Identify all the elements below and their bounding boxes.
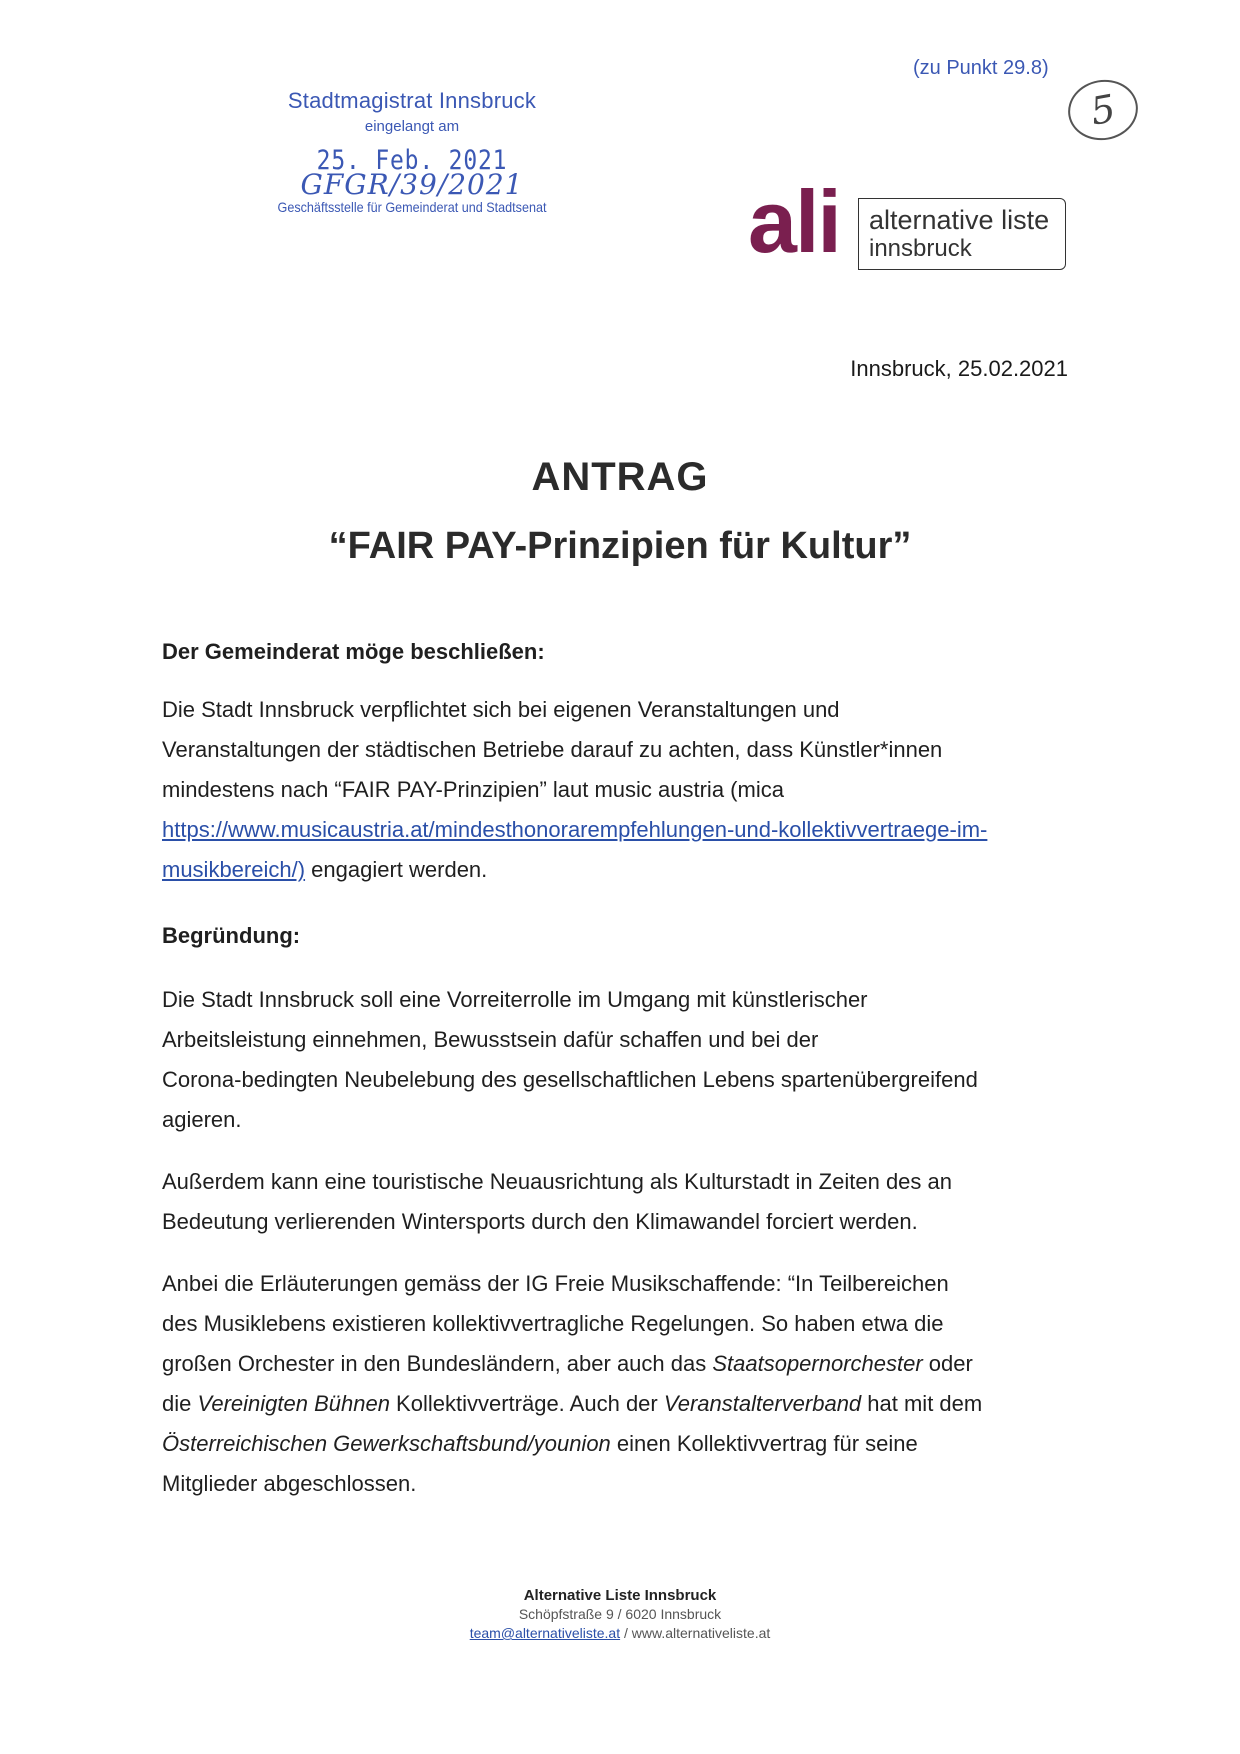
- mica-link-continued[interactable]: musikbereich/): [162, 857, 306, 882]
- text-run: oder: [922, 1351, 973, 1376]
- footer-address: Schöpfstraße 9 / 6020 Innsbruck: [518, 1606, 722, 1622]
- text-run: hat mit dem: [861, 1391, 983, 1416]
- justification-p3-line-5: [162, 1424, 1062, 1464]
- text-run: großen Orchester in den Bundesländern, aber auch das: [162, 1351, 713, 1376]
- justification-p3-line-2: des Musiklebens existieren kollektivvertragliche Regelungen. So haben etwa die: [162, 1311, 944, 1336]
- resolution-line-5: [162, 850, 1062, 890]
- footer-email-link[interactable]: team@alternativeliste.at: [469, 1625, 621, 1641]
- resolution-line-4: [162, 810, 1062, 850]
- text-run: einen Kollektivvertrag für seine: [610, 1431, 918, 1456]
- justification-p1-line-4: agieren.: [162, 1107, 242, 1132]
- stamp-handwritten-ref: GFGR/39/2021: [300, 168, 524, 201]
- justification-p3-line-1: Anbei die Erläuterungen gemäss der IG Freie Musikschaffende: “In Teilbereichen: [162, 1271, 949, 1296]
- resolution-heading: Der Gemeinderat möge beschließen:: [162, 639, 545, 664]
- justification-p1-line-2: Arbeitsleistung einnehmen, Bewusstsein dafür schaffen und bei der: [162, 1027, 819, 1052]
- italic-run: Österreichischen Gewerkschaftsbund/younion: [162, 1431, 611, 1456]
- stamp-received-label: eingelangt am: [364, 118, 460, 135]
- justification-p1-line-3: Corona-bedingten Neubelebung des gesellschaftlichen Lebens spartenübergreifend: [162, 1067, 978, 1092]
- justification-heading: Begründung:: [162, 923, 301, 948]
- resolution-section: [162, 632, 1062, 890]
- mica-link[interactable]: https://www.musicaustria.at/mindesthonorarempfehlungen-und-kollektivvertraege-im-: [162, 817, 988, 842]
- circled-number: 5: [1063, 74, 1142, 145]
- logo-line1: alternative liste: [869, 205, 1050, 235]
- stamp-date: 25. Feb. 2021: [316, 145, 508, 176]
- text-run: die: [162, 1391, 198, 1416]
- footer-org-name: Alternative Liste Innsbruck: [523, 1587, 717, 1604]
- agenda-reference: (zu Punkt 29.8): [913, 57, 1049, 79]
- resolution-line-5-text: engagiert werden.: [305, 857, 488, 882]
- italic-run: Vereinigten Bühnen: [197, 1391, 390, 1416]
- justification-section: [162, 916, 1062, 1504]
- ali-logo: [748, 172, 1070, 273]
- resolution-line-2: Veranstaltungen der städtischen Betriebe darauf zu achten, dass Künstler*innen: [162, 737, 943, 762]
- justification-p3-line-4: [162, 1384, 1062, 1424]
- stamp-office: Stadtmagistrat Innsbruck: [287, 88, 537, 113]
- resolution-line-3: mindestens nach “FAIR PAY-Prinzipien” laut music austria (mica: [162, 777, 784, 802]
- justification-p1-line-1: Die Stadt Innsbruck soll eine Vorreiterrolle im Umgang mit künstlerischer: [162, 987, 868, 1012]
- logo-line2: innsbruck: [869, 235, 972, 262]
- received-stamp: [262, 88, 562, 215]
- title-subject: “FAIR PAY-Prinzipien für Kultur”: [328, 525, 912, 567]
- stamp-department: Geschäftsstelle für Gemeinderat und Stadtsenat: [277, 199, 547, 215]
- place-date: Innsbruck, 25.02.2021: [850, 356, 1068, 381]
- text-run: Kollektivverträge. Auch der: [389, 1391, 664, 1416]
- justification-p3-line-6: Mitglieder abgeschlossen.: [162, 1471, 417, 1496]
- logo-wordmark-box: [858, 198, 1066, 270]
- logo-mark: ali: [748, 172, 840, 271]
- justification-p3-line-3: [162, 1344, 1062, 1384]
- footer: [0, 1586, 1240, 1643]
- justification-p2-line-1: Außerdem kann eine touristische Neuausrichtung als Kulturstadt in Zeiten des an: [162, 1169, 952, 1194]
- footer-website[interactable]: www.alternativeliste.at: [631, 1625, 771, 1641]
- italic-run: Staatsopernorchester: [712, 1351, 923, 1376]
- title-antrag: ANTRAG: [531, 455, 709, 499]
- italic-run: Veranstalterverband: [663, 1391, 862, 1416]
- resolution-line-1: Die Stadt Innsbruck verpflichtet sich bei eigenen Veranstaltungen und: [162, 697, 840, 722]
- footer-separator: /: [620, 1625, 632, 1641]
- footer-contact: [0, 1624, 1240, 1643]
- justification-p2-line-2: Bedeutung verlierenden Wintersports durch den Klimawandel forciert werden.: [162, 1209, 918, 1234]
